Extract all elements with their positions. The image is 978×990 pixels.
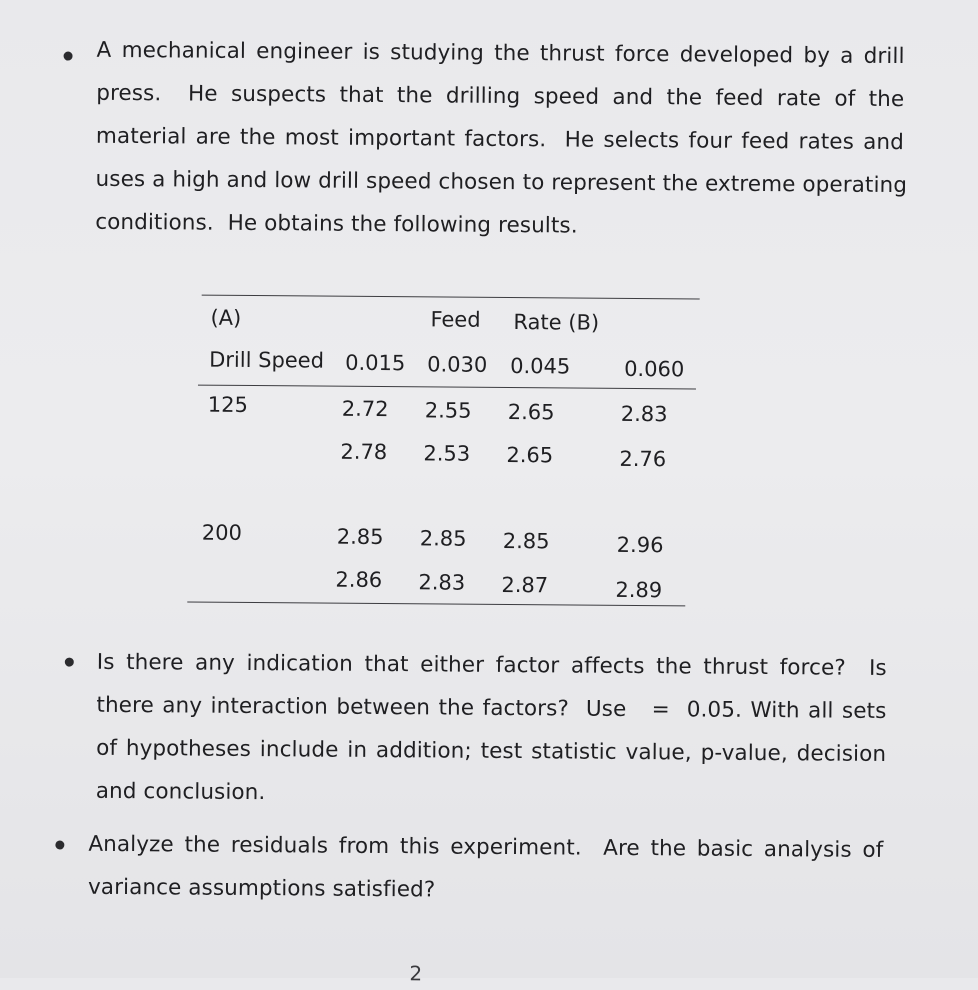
table-cell: 2.65: [506, 442, 554, 468]
table-cell: 2.85: [336, 524, 384, 550]
question-2: [88, 823, 884, 915]
feed-rate-header: 0.015: [345, 350, 406, 376]
table-cell: 2.76: [619, 446, 667, 472]
feed-rate-header: 0.045: [510, 354, 571, 379]
question-2-line: Analyze the residuals from this experiment. Are the basic analysis of: [88, 831, 884, 863]
problem-line: material are the most important factors. He selects four feed rates and: [95, 123, 905, 156]
question-2-line: variance assumptions satisfied?: [87, 874, 436, 903]
factor-b-label-feed: Feed: [430, 307, 481, 332]
table-cell: 2.86: [335, 567, 383, 593]
feed-rate-header: 0.030: [427, 352, 488, 377]
problem-statement: [95, 29, 908, 250]
table-cell: 2.89: [615, 577, 663, 603]
table-cell: 2.85: [419, 526, 467, 551]
bullet-question-2: [55, 840, 64, 849]
table-cell: 2.53: [423, 441, 471, 466]
table-cell: 2.85: [502, 528, 550, 554]
table-bottom-rule: [187, 601, 685, 606]
problem-line: uses a high and low drill speed chosen to represent the extreme operating: [95, 166, 908, 199]
table-cell: 2.83: [418, 570, 466, 595]
table-header-rule: [198, 385, 696, 390]
table-top-rule: [202, 295, 700, 300]
table-cell: 2.65: [507, 400, 555, 425]
factor-b-label-rate: Rate (B): [513, 310, 600, 335]
table-cell: 2.78: [340, 439, 388, 465]
table-cell: 2.87: [501, 572, 549, 598]
problem-line: conditions. He obtains the following results.: [95, 209, 578, 239]
table-cell: 2.96: [616, 532, 664, 558]
problem-line: press. He suspects that the drilling speed and the feed rate of the: [96, 80, 905, 113]
factor-a-label: (A): [210, 305, 242, 330]
table-cell: 2.83: [620, 401, 668, 427]
drill-speed-value: 200: [201, 520, 243, 545]
table-cell: 2.55: [424, 398, 472, 423]
problem-line: A mechanical engineer is studying the thrust force developed by a drill: [96, 37, 905, 70]
table-cell: 2.72: [341, 396, 389, 422]
question-1-line: of hypotheses include in addition; test statistic value, p-value, decision: [96, 735, 887, 767]
question-1: [96, 641, 887, 819]
bullet-problem: [64, 52, 73, 61]
drill-speed-value: 125: [207, 392, 249, 417]
question-1-line: Is there any indication that either factor affects the thrust force? Is: [96, 649, 887, 681]
feed-rate-header: 0.060: [624, 356, 685, 382]
question-1-line: there any interaction between the factors? Use = 0.05. With all sets: [96, 692, 887, 724]
question-1-line: and conclusion.: [95, 778, 266, 806]
bullet-question-1: [65, 658, 74, 667]
row-header-drill-speed: Drill Speed: [209, 347, 325, 373]
page-number: 2: [409, 961, 423, 986]
